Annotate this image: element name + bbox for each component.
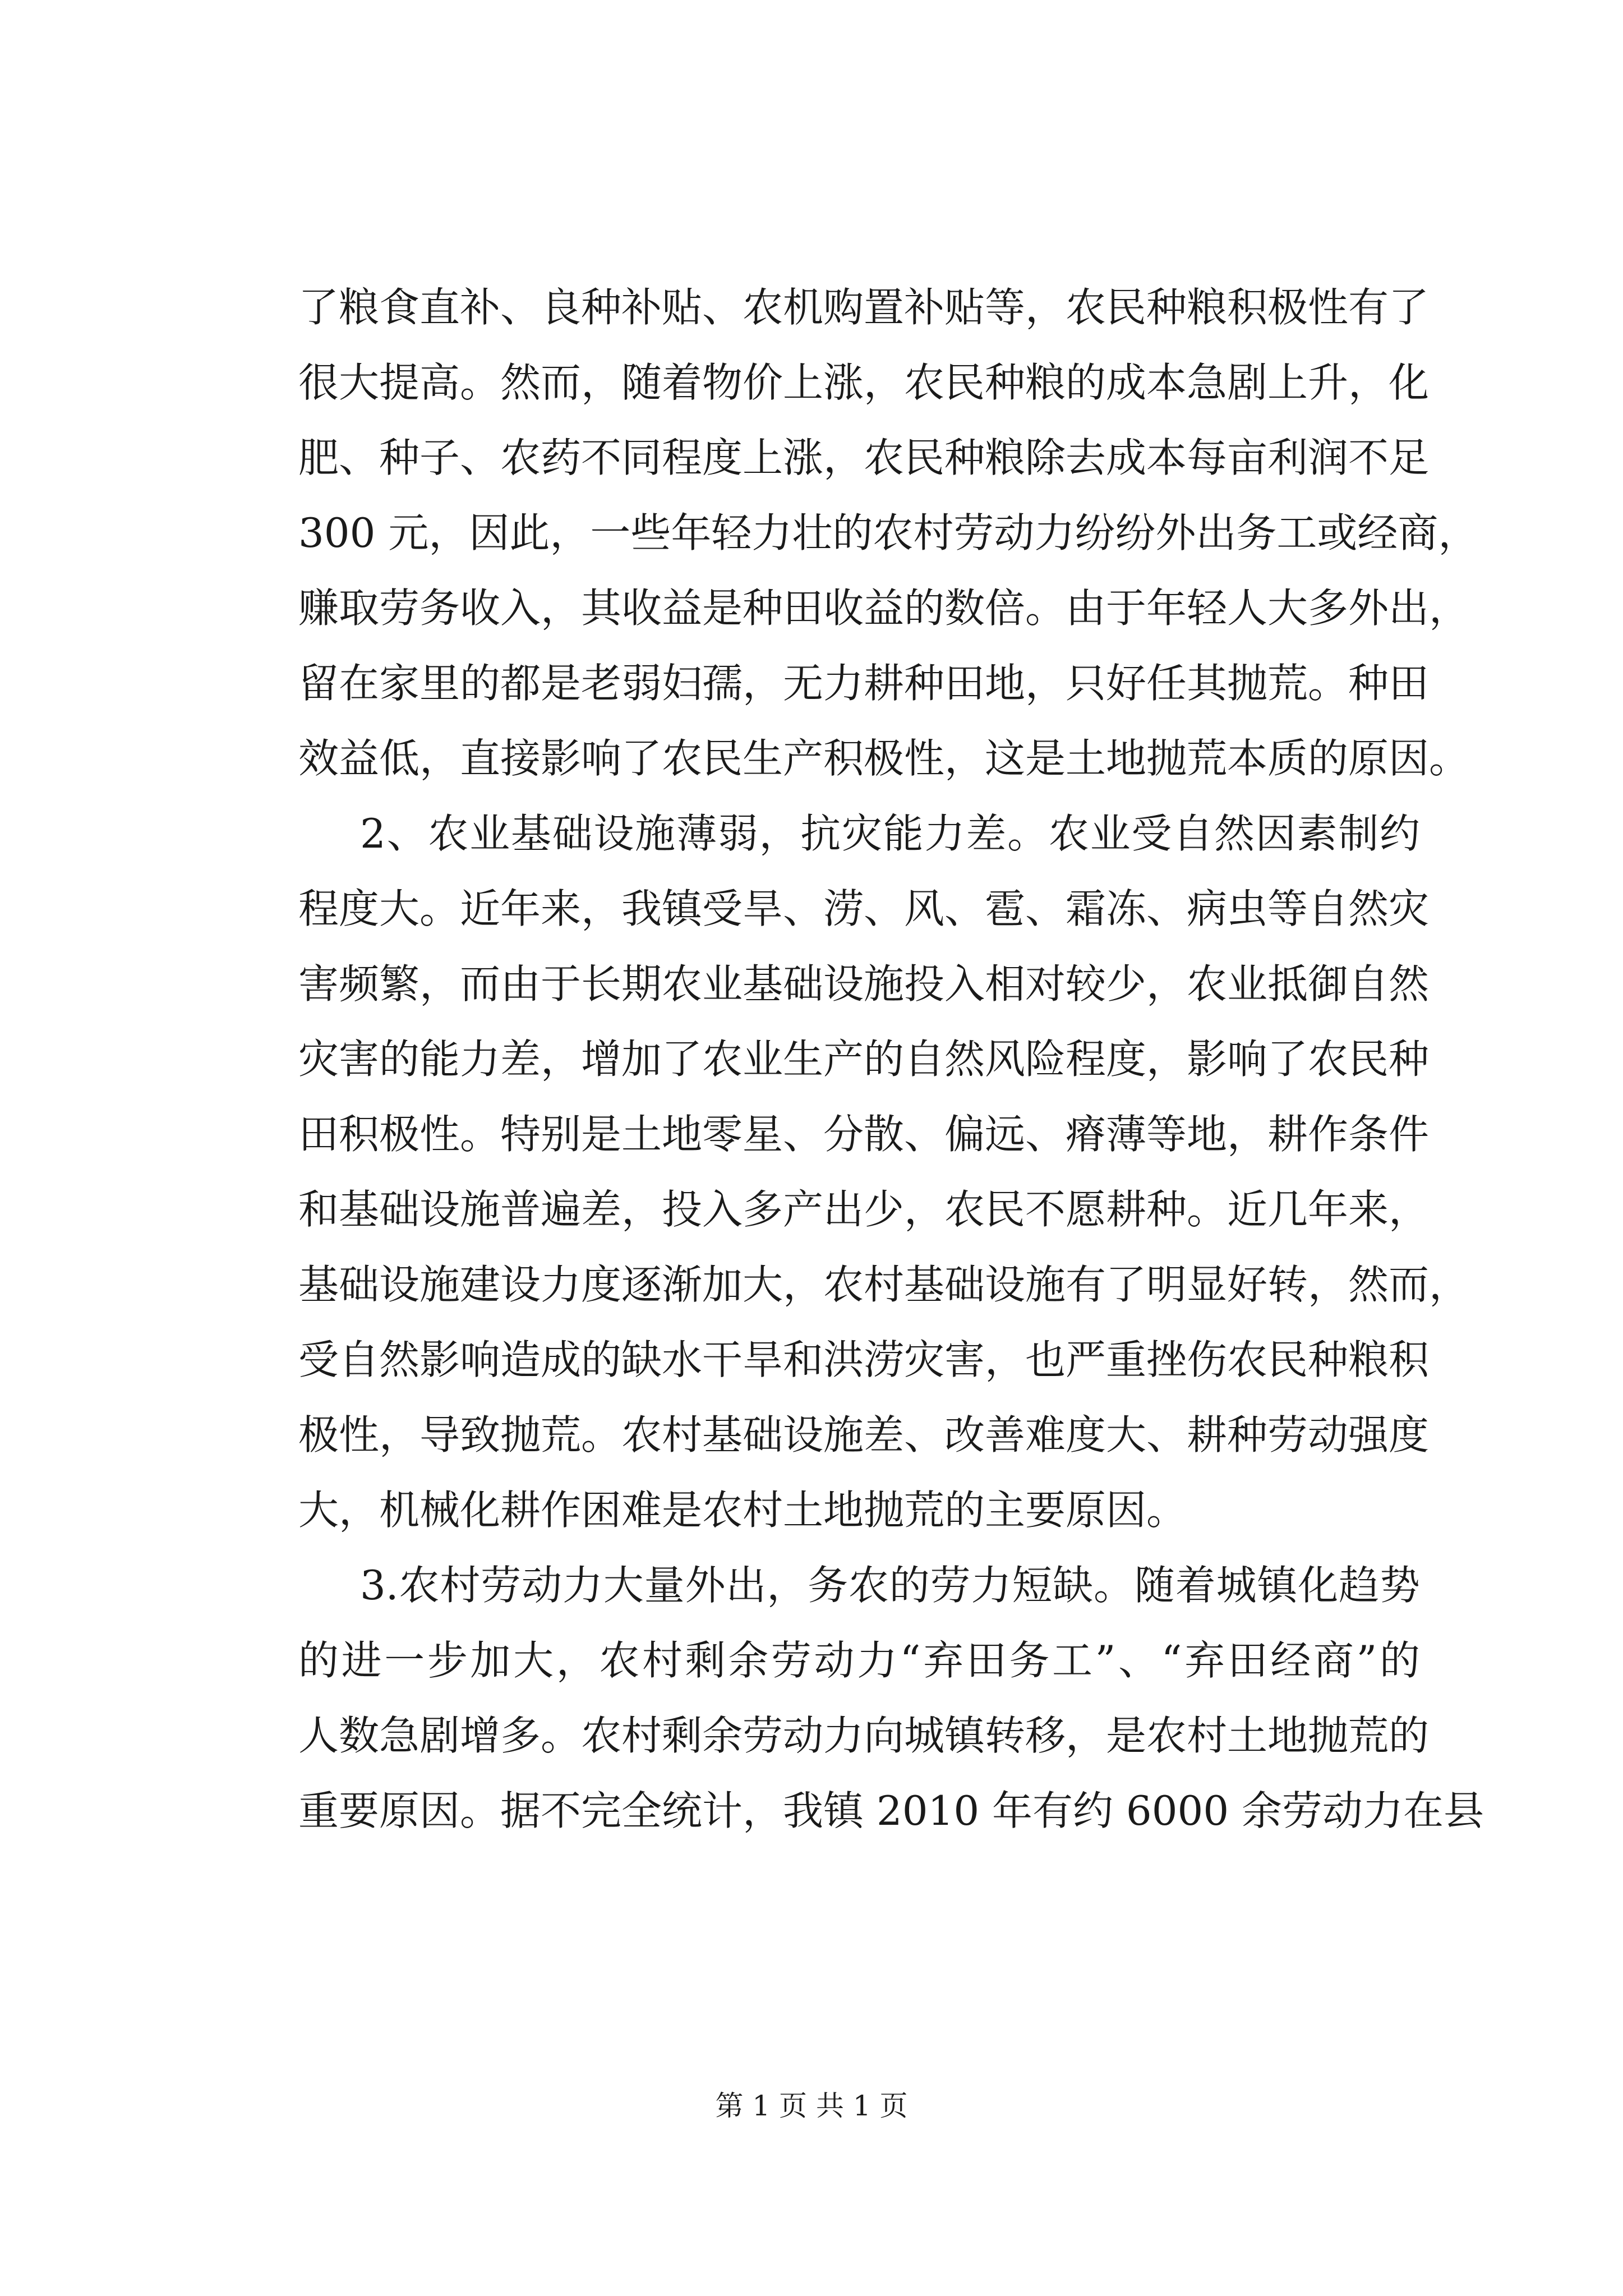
text-line: 了粮食直补、良种补贴、农机购置补贴等，农民种粮积极性有了 bbox=[298, 284, 1430, 331]
text-line: 田积极性。特别是土地零星、分散、偏远、瘠薄等地，耕作条件 bbox=[298, 1111, 1430, 1158]
text-line: 灾害的能力差，增加了农业生产的自然风险程度，影响了农民种 bbox=[298, 1036, 1430, 1083]
text-line: 300 元，因此，一些年轻力壮的农村劳动力纷纷外出务工或经商， bbox=[298, 509, 1479, 556]
text-line: 的进一步加大，农村剩余劳动力“弃田务工”、“弃田经商”的 bbox=[298, 1637, 1420, 1684]
text-line: 赚取劳务收入，其收益是种田收益的数倍。由于年轻人大多外出， bbox=[298, 585, 1470, 632]
text-line: 害频繁，而由于长期农业基础设施投入相对较少，农业抵御自然 bbox=[298, 960, 1430, 1007]
text-line: 很大提高。然而，随着物价上涨，农民种粮的成本急剧上升，化 bbox=[298, 359, 1430, 406]
text-line: 人数急剧增多。农村剩余劳动力向城镇转移，是农村土地抛荒的 bbox=[298, 1712, 1430, 1759]
text-line: 肥、种子、农药不同程度上涨，农民种粮除去成本每亩利润不足 bbox=[298, 434, 1430, 481]
paragraph-start-line: 3.农村劳动力大量外出，务农的劳力短缺。随着城镇化趋势 bbox=[360, 1562, 1420, 1609]
text-line: 极性，导致抛荒。农村基础设施差、改善难度大、耕种劳动强度 bbox=[298, 1411, 1430, 1458]
text-line: 基础设施建设力度逐渐加大，农村基础设施有了明显好转，然而， bbox=[298, 1261, 1470, 1308]
paragraph-end-line: 大，机械化耕作困难是农村土地抛荒的主要原因。 bbox=[298, 1487, 1187, 1534]
text-line: 程度大。近年来，我镇受旱、涝、风、雹、霜冻、病虫等自然灾 bbox=[298, 885, 1430, 932]
paragraph-start-line: 2、农业基础设施薄弱，抗灾能力差。农业受自然因素制约 bbox=[360, 810, 1420, 857]
text-line: 和基础设施普遍差，投入多产出少，农民不愿耕种。近几年来， bbox=[298, 1186, 1430, 1233]
text-line: 留在家里的都是老弱妇孺，无力耕种田地，只好任其抛荒。种田 bbox=[298, 660, 1430, 707]
text-line: 重要原因。据不完全统计，我镇 2010 年有约 6000 余劳动力在县 bbox=[298, 1787, 1484, 1834]
text-line: 受自然影响造成的缺水干旱和洪涝灾害，也严重挫伤农民种粮积 bbox=[298, 1336, 1430, 1383]
text-line: 效益低，直接影响了农民生产积极性，这是土地抛荒本质的原因。 bbox=[298, 735, 1470, 782]
page-footer: 第 1 页 共 1 页 bbox=[715, 2090, 908, 2122]
